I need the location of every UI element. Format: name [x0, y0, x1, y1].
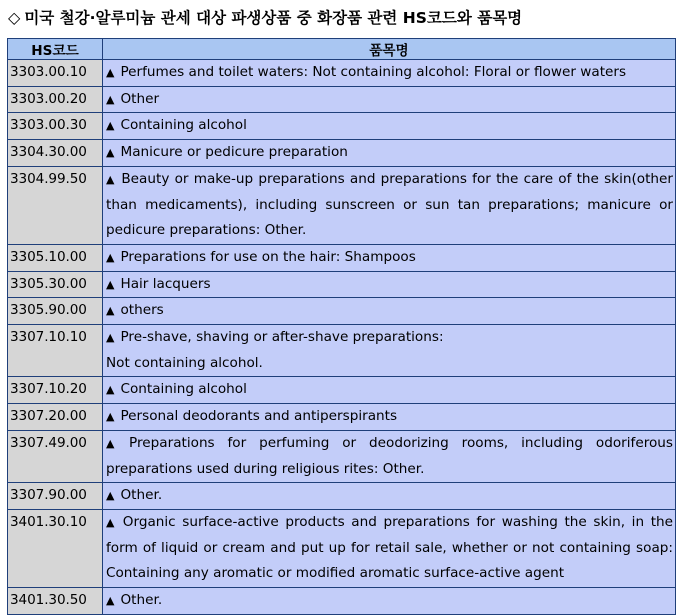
item-name-cell	[103, 483, 676, 510]
item-name-cell	[103, 588, 676, 615]
title-text: 미국 철강·알루미늄 관세 대상 파생상품 중 화장품 관련 HS코드와 품목명	[24, 9, 523, 27]
item-name-cell	[103, 60, 676, 87]
item-name-text-continued: Not containing alcohol.	[106, 354, 263, 371]
table-row	[8, 298, 676, 325]
item-name-cell	[103, 298, 676, 325]
triangle-marker-icon: ▲	[106, 436, 124, 450]
table-row	[8, 509, 676, 587]
table-row	[8, 244, 676, 271]
triangle-marker-icon: ▲	[106, 331, 115, 345]
hs-code-cell: 3303.00.10	[8, 60, 103, 87]
triangle-marker-icon: ▲	[106, 383, 115, 397]
item-name-text: Containing alcohol	[120, 381, 247, 398]
column-header-item-name: 품목명	[103, 39, 676, 60]
item-name-cell	[103, 244, 676, 271]
item-name-cell	[103, 86, 676, 113]
triangle-marker-icon: ▲	[106, 304, 115, 318]
item-name-cell	[103, 166, 676, 244]
table-row	[8, 113, 676, 140]
hs-code-cell: 3303.00.20	[8, 86, 103, 113]
item-name-text: Personal deodorants and antiperspirants	[120, 408, 398, 425]
item-name-text: Other.	[120, 592, 163, 609]
triangle-marker-icon: ▲	[106, 250, 115, 264]
table-row	[8, 140, 676, 167]
item-name-text: Other	[120, 90, 160, 107]
table-row	[8, 483, 676, 510]
item-name-text: Beauty or make-up preparations and preparations for the care of the skin(other than medicaments), including sunscreen or sun tan preparations; manicure or pedicure preparations: Other.	[106, 170, 673, 239]
table-row	[8, 377, 676, 404]
hs-code-cell: 3401.30.10	[8, 509, 103, 587]
item-name-cell	[103, 325, 676, 377]
item-name-text: Other.	[120, 487, 163, 504]
table-row	[8, 588, 676, 615]
triangle-marker-icon: ▲	[106, 489, 115, 503]
item-name-text: Hair lacquers	[120, 275, 211, 292]
triangle-marker-icon: ▲	[106, 92, 115, 106]
hs-code-cell: 3307.49.00	[8, 430, 103, 482]
triangle-marker-icon: ▲	[106, 119, 115, 133]
item-name-cell	[103, 113, 676, 140]
table-body	[8, 60, 676, 615]
triangle-marker-icon: ▲	[106, 172, 116, 186]
item-name-cell	[103, 430, 676, 482]
triangle-marker-icon: ▲	[106, 594, 115, 608]
triangle-marker-icon: ▲	[106, 66, 115, 79]
table-row	[8, 271, 676, 298]
hs-code-cell: 3307.10.10	[8, 325, 103, 377]
item-name-cell	[103, 140, 676, 167]
item-name-cell	[103, 377, 676, 404]
column-header-hs-code: HS코드	[8, 39, 103, 60]
hs-code-cell: 3305.90.00	[8, 298, 103, 325]
diamond-bullet-icon: ◇	[8, 8, 21, 27]
hs-code-cell: 3307.90.00	[8, 483, 103, 510]
item-name-text: Containing alcohol	[120, 117, 247, 134]
table-row	[8, 325, 676, 377]
table-row	[8, 430, 676, 482]
triangle-marker-icon: ▲	[106, 515, 117, 529]
hs-code-cell: 3401.30.50	[8, 588, 103, 615]
hs-code-table	[7, 38, 676, 615]
table-row	[8, 404, 676, 431]
item-name-text: Preparations for use on the hair: Shampoos	[120, 248, 416, 265]
item-name-cell	[103, 404, 676, 431]
hs-code-cell: 3303.00.30	[8, 113, 103, 140]
hs-code-cell: 3307.10.20	[8, 377, 103, 404]
hs-code-cell: 3307.20.00	[8, 404, 103, 431]
triangle-marker-icon: ▲	[106, 410, 115, 424]
item-name-text: Organic surface-active products and preparations for washing the skin, in the form of liquid or cream and put up for retail sale, whether or not containing soap: Containing any aromatic or modified aromatic surface-active agent	[106, 513, 674, 582]
item-name-text: Preparations for perfuming or deodorizing rooms, including odoriferous preparations used during religious rites: Other.	[106, 434, 673, 477]
item-name-text: Pre-shave, shaving or after-shave preparations:	[120, 329, 444, 346]
item-name-cell	[103, 271, 676, 298]
table-row	[8, 86, 676, 113]
triangle-marker-icon: ▲	[106, 146, 115, 160]
table-row	[8, 60, 676, 87]
hs-code-cell: 3304.99.50	[8, 166, 103, 244]
hs-code-cell: 3305.30.00	[8, 271, 103, 298]
hs-code-cell: 3305.10.00	[8, 244, 103, 271]
table-row	[8, 166, 676, 244]
item-name-text: Perfumes and toilet waters: Not containing alcohol: Floral or flower waters	[120, 64, 627, 80]
item-name-text: others	[120, 302, 164, 319]
table-header-row	[8, 39, 676, 60]
item-name-text: Manicure or pedicure preparation	[120, 144, 348, 161]
item-name-cell	[103, 509, 676, 587]
page-title	[8, 6, 522, 28]
triangle-marker-icon: ▲	[106, 277, 115, 291]
hs-code-cell: 3304.30.00	[8, 140, 103, 167]
